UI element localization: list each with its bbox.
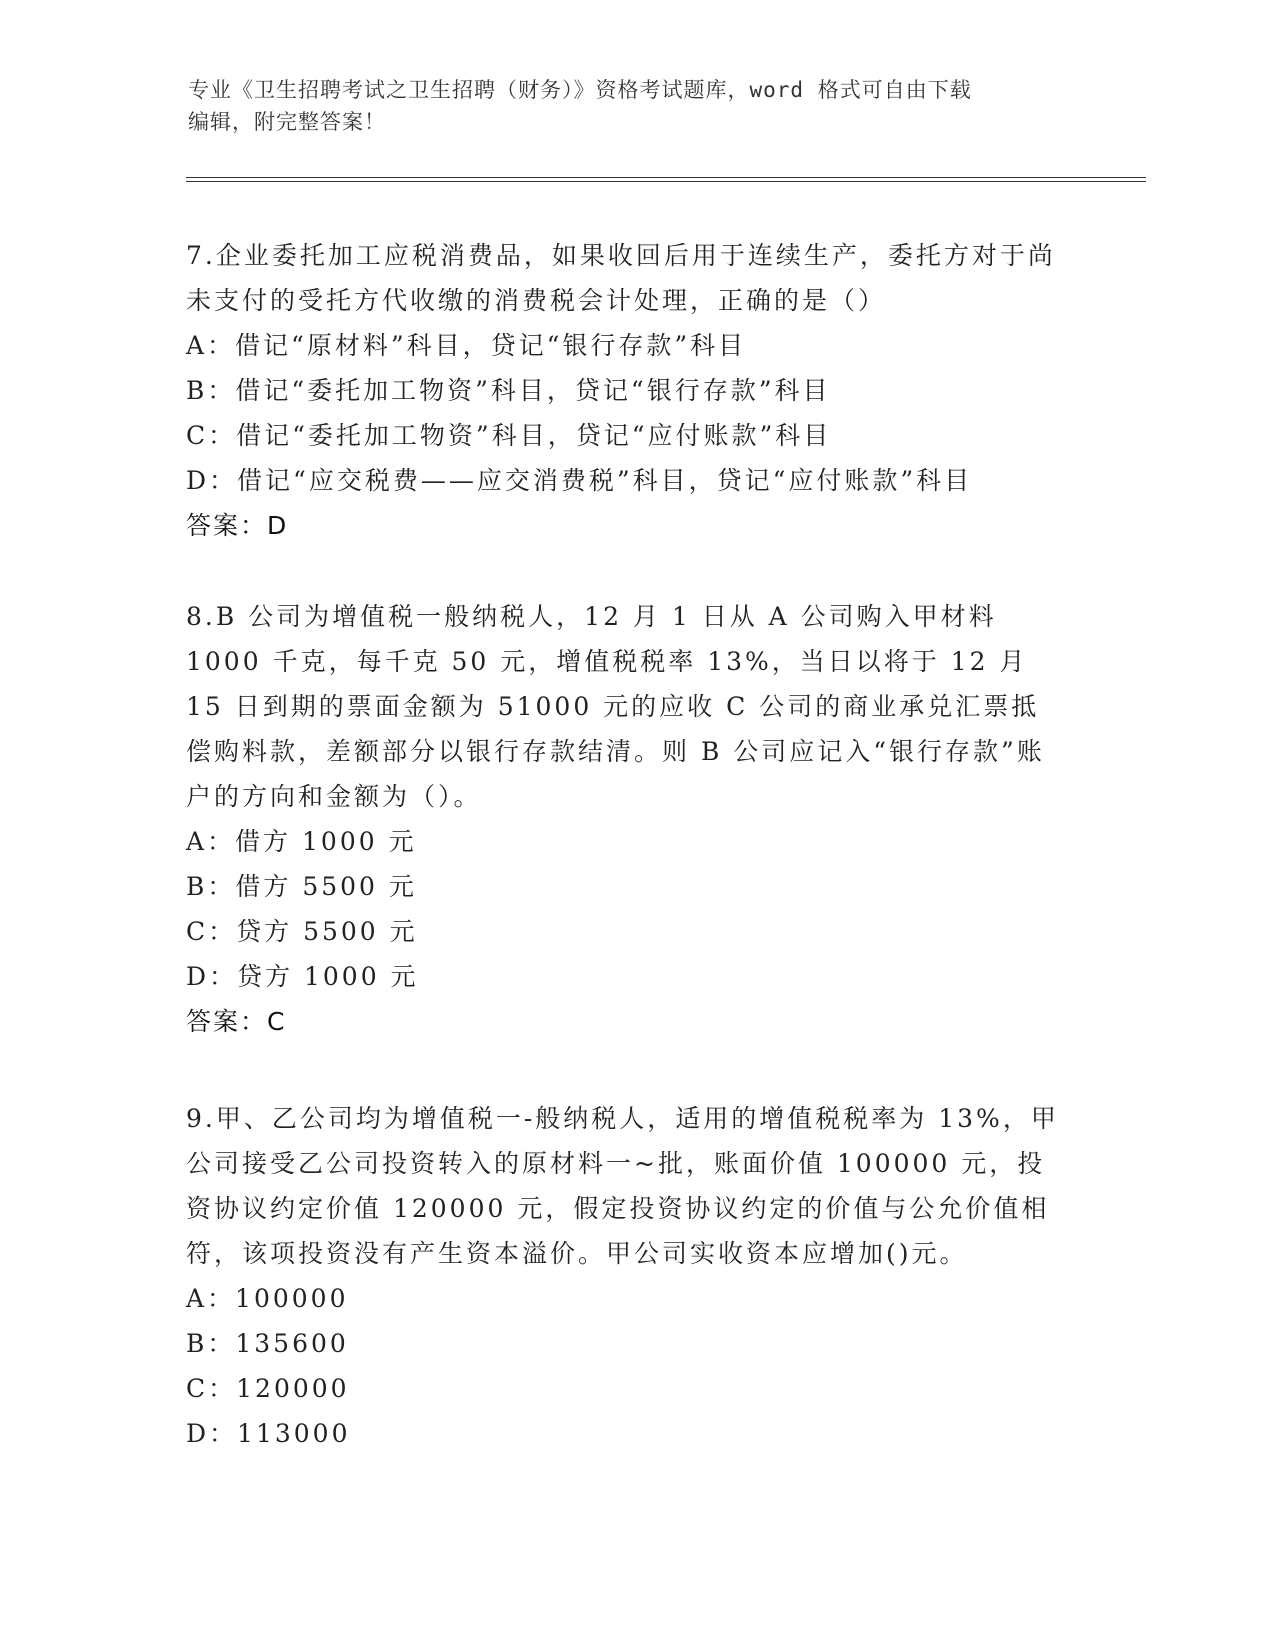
question-7	[186, 233, 1066, 548]
option-c: C：120000	[186, 1374, 350, 1403]
question-stem: 9.甲、乙公司均为增值税一-般纳税人，适用的增值税税率为 13%，甲公司接受乙公司投资转入的原材料一~批，账面价值 100000 元，投资协议约定价值 120000 元，假定投资协议约定的价值与公允价值相符，该项投资没有产生资本溢价。甲公司实收资本应增加()元。	[186, 1104, 1059, 1268]
option-c: C：贷方 5500 元	[186, 917, 418, 946]
option-c: C：借记“委托加工物资”科目，贷记“应付账款”科目	[186, 421, 832, 450]
option-b: B：借记“委托加工物资”科目，贷记“银行存款”科目	[186, 376, 831, 405]
option-a: A：100000	[186, 1284, 349, 1313]
header-divider-bottom	[186, 181, 1146, 182]
question-stem: 7.企业委托加工应税消费品，如果收回后用于连续生产，委托方对于尚未支付的受托方代收缴的消费税会计处理，正确的是（）	[186, 241, 1056, 315]
option-b: B：135600	[186, 1329, 349, 1358]
header-line-1: 专业《卫生招聘考试之卫生招聘（财务）》资格考试题库，word 格式可自由下载	[188, 78, 972, 102]
option-list	[186, 1276, 1066, 1456]
question-8	[186, 594, 1066, 1044]
option-a: A：借方 1000 元	[186, 827, 417, 856]
option-b: B：借方 5500 元	[186, 872, 417, 901]
option-d: D：113000	[186, 1419, 351, 1448]
answer-label: 答案：D	[186, 511, 289, 540]
answer-label: 答案：C	[186, 1007, 287, 1036]
option-d: D：借记“应交税费——应交消费税”科目，贷记“应付账款”科目	[186, 466, 973, 495]
header-divider-top	[186, 177, 1146, 178]
header-line-2: 编辑，附完整答案！	[188, 110, 386, 134]
question-9	[186, 1096, 1066, 1456]
question-stem: 8.B 公司为增值税一般纳税人，12 月 1 日从 A 公司购入甲材料 1000 千克，每千克 50 元，增值税税率 13%，当日以将于 12 月 15 日到期的票面金额为 51000 元的应收 C 公司的商业承兑汇票抵偿购料款，差额部分以银行存款结清。则 B 公司应记入“银行存款”账户的方向和金额为（）。	[186, 602, 1045, 811]
document-header	[188, 74, 1088, 138]
option-a: A：借记“原材料”科目，贷记“银行存款”科目	[186, 331, 747, 360]
option-d: D：贷方 1000 元	[186, 962, 419, 991]
option-list	[186, 323, 1066, 503]
option-list	[186, 819, 1066, 999]
